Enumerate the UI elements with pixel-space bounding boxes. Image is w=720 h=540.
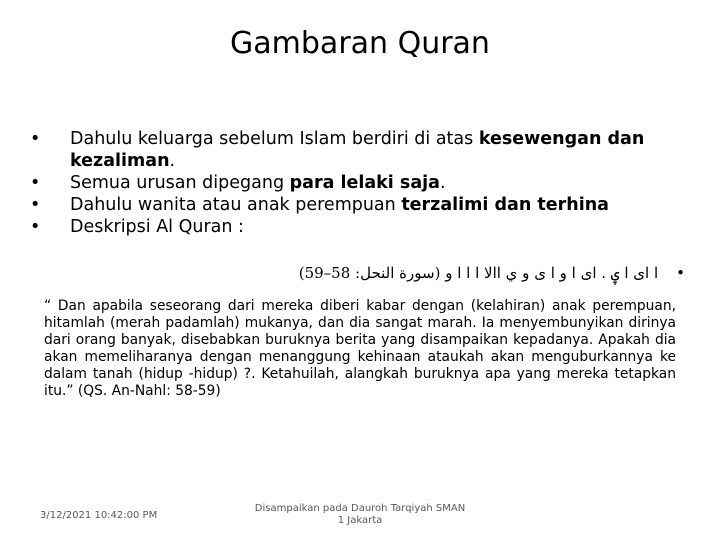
footer-line: 1 Jakarta [337,515,383,526]
verse-translation: “ Dan apabila seseorang dari mereka diberi kabar dengan (kelahiran) anak perempuan, hitamlah (merah padamlah) mukanya, dan dia sangat marah. Ia menyembunyikan dirinya dari orang banyak, disebabkan buruknya berita yang disampaikan kepadanya. Apakah dia akan memeliharanya dengan menanggung kehinaan ataukah akan menguburkannya ke dalam tanah (hidup -hidup) ?. Ketahuilah, alangkah buruknya apa yang mereka tetapkan itu.” (QS. An-Nahl: 58-59) [44,298,676,399]
bullet-text: Deskripsi Al Quran : [70,217,244,237]
bullet-item [30,172,680,194]
bullet-text-bold: kesewengan dan kezaliman [70,129,645,171]
bullet-dot: • [30,173,41,193]
bullet-text: Semua urusan dipegang [70,173,290,193]
arabic-bullet: • [676,264,685,282]
bullet-text-tail: . [439,173,446,193]
bullet-list [30,128,680,238]
bullet-text: Dahulu wanita atau anak perempuan [70,195,402,215]
bullet-dot: • [30,217,41,237]
footer-text [240,503,480,527]
bullet-text-bold: terzalimi dan terhina [401,195,609,215]
footer-date: 3/12/2021 10:42:00 PM [40,510,158,521]
bullet-item [30,216,680,238]
bullet-dot: • [30,129,41,149]
bullet-item [30,194,680,216]
bullet-text: Dahulu keluarga sebelum Islam berdiri di atas [70,129,479,149]
bullet-text-bold: para lelaki saja [289,173,440,193]
arabic-verse-text: ا اى ا ۑ . اى ا و ا ى و ي االا ا ا ا و (سورة النحل: 58–59) [298,264,659,282]
arabic-verse [150,262,685,284]
bullet-dot: • [30,195,41,215]
bullet-text-tail: . [169,151,176,171]
slide-title: Gambaran Quran [230,26,490,61]
footer-line: Disampaikan pada Dauroh Tarqiyah SMAN [254,503,466,514]
bullet-item [30,128,680,172]
